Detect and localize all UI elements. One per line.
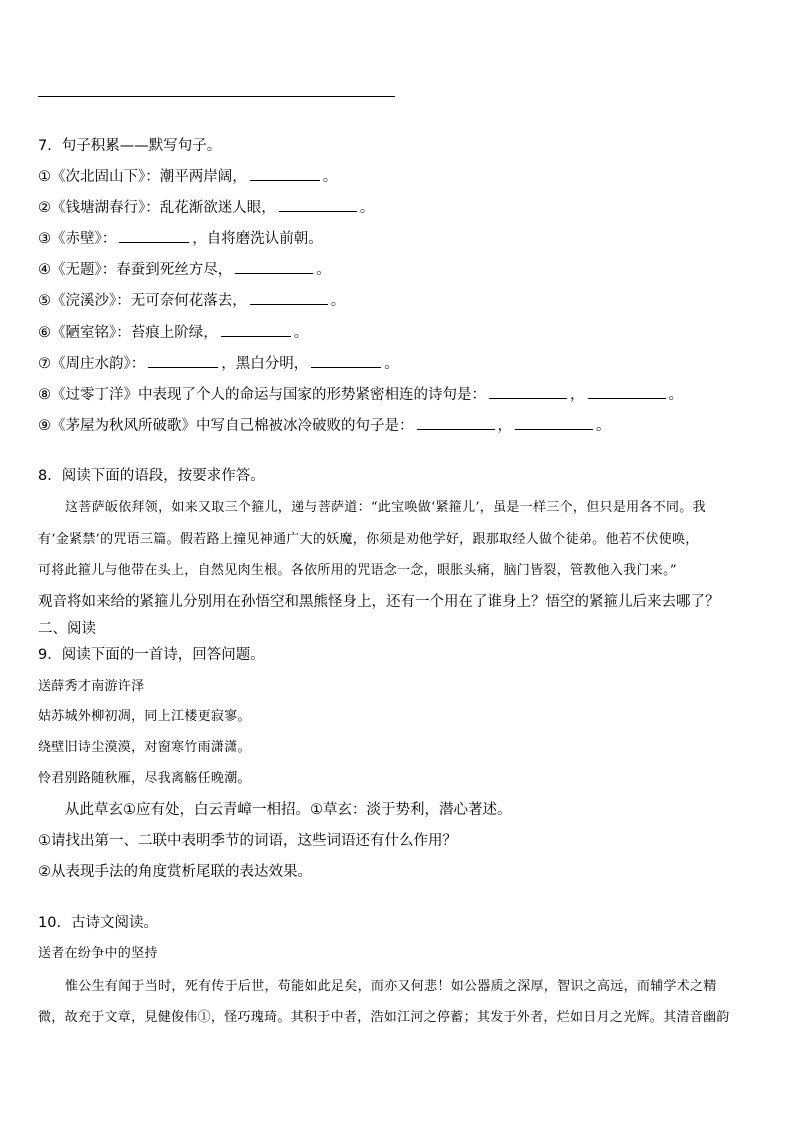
section-heading: 二、阅读 <box>38 621 96 637</box>
poem-title: 送薛秀才南游许泽 <box>38 679 145 694</box>
q7-item-3 <box>38 228 774 249</box>
q7-item-8 <box>38 384 774 405</box>
q10-title: 10．古诗文阅读。 <box>38 915 158 931</box>
q8-passage-line: 可将此箍儿与他带在头上，自然见肉生根。各依所用的咒语念一念，眼胀头痛，脑门皆裂，管教他入我门来。” <box>38 563 677 578</box>
item-text: ①《次北固山下》：潮平两岸阔， <box>38 169 247 185</box>
item-text: 。 <box>330 293 346 309</box>
item-text: ④《无题》：春蚕到死丝方尽， <box>38 262 233 278</box>
answer-blank[interactable] <box>311 353 381 368</box>
q7-item-9 <box>38 415 774 436</box>
answer-blank[interactable] <box>221 322 291 337</box>
answer-blank[interactable] <box>235 259 313 274</box>
answer-blank[interactable] <box>148 353 218 368</box>
answer-blank[interactable] <box>588 384 666 399</box>
answer-blank[interactable] <box>417 415 495 430</box>
top-rule <box>38 96 395 97</box>
item-text: ⑨《茅屋为秋风所破歌》中写自己棉被冰冷破败的句子是： <box>38 418 414 434</box>
q10-subtitle: 送者在纷争中的坚持 <box>38 946 158 961</box>
q7-item-5 <box>38 290 774 311</box>
item-text: 。 <box>596 418 611 434</box>
q7-item-7 <box>38 353 774 374</box>
item-text: ⑥《陋室铭》：苔痕上阶绿， <box>38 325 218 341</box>
q10-passage-line: 微，故充于文章，見健俊伟①，怪巧瑰琦。其积于中者，浩如江河之停蓄；其发于外者，烂如日月之光辉。其清音幽韵 <box>38 1010 730 1025</box>
item-text: ③《赤壁》： <box>38 231 117 247</box>
item-text: ②《钱塘湖春行》：乱花渐欲迷人眼， <box>38 200 276 216</box>
q8-question: 观音将如来给的紧箍儿分别用在孙悟空和黑熊怪身上，还有一个用在了谁身上？悟空的紧箍儿后来去哪了？ <box>38 594 720 610</box>
item-text: ⑦《周庄水韵》： <box>38 356 146 372</box>
poem-line: 怜君别路随秋雁，尽我离觞任晚潮。 <box>38 771 251 786</box>
poem-line: 绕壁旧诗尘漠漠，对窗寒竹雨潇潇。 <box>38 740 251 755</box>
q7-item-4 <box>38 259 774 280</box>
q10-passage-line: 惟公生有闻于当时，死有传于后世，苟能如此足矣，而亦又何悲！如公器质之深厚，智识之高远，而辅学术之精 <box>65 979 717 994</box>
q9-question-2: ②从表现手法的角度赏析尾联的表达效果。 <box>38 864 312 880</box>
q7-item-2 <box>38 197 774 218</box>
q7-item-1 <box>38 166 774 187</box>
item-text: 。 <box>359 200 375 216</box>
item-text: ⑤《浣溪沙》：无可奈何花落去， <box>38 293 247 309</box>
item-text: 。 <box>316 262 331 278</box>
item-text: 。 <box>668 387 683 403</box>
q9-title: 9．阅读下面的一首诗，回答问题。 <box>38 647 265 663</box>
poem-line: 从此草玄①应有处，白云青嶂一相招。①草玄：淡于势利，潜心著述。 <box>65 802 512 818</box>
poem-line: 姑苏城外柳初凋，同上江楼更寂寥。 <box>38 709 251 724</box>
answer-blank[interactable] <box>250 166 320 181</box>
q9-question-1: ①请找出第一、二联中表明季节的词语，这些词语还有什么作用？ <box>38 833 457 849</box>
item-text: ， <box>497 418 512 434</box>
answer-blank[interactable] <box>250 290 328 305</box>
answer-blank[interactable] <box>489 384 567 399</box>
answer-blank[interactable] <box>279 197 357 212</box>
item-text: ，自将磨洗认前朝。 <box>192 231 323 247</box>
q8-passage-line: 有‘金紧禁’的咒语三篇。假若路上撞见神通广大的妖魔，你须是劝他学好，跟那取经人做个徒弟。他若不伏使唤， <box>38 532 699 547</box>
item-text: 。 <box>384 356 399 372</box>
item-text: ，黑白分明， <box>221 356 309 372</box>
item-text: 。 <box>293 325 309 341</box>
item-text: 。 <box>322 169 338 185</box>
item-text: ， <box>570 387 585 403</box>
q8-title: 8．阅读下面的语段，按要求作答。 <box>38 468 265 484</box>
item-text: ⑧《过零丁洋》中表现了个人的命运与国家的形势紧密相连的诗句是： <box>38 387 486 403</box>
q8-passage-line: 这菩萨皈依拜领，如来又取三个箍儿，递与菩萨道：“此宝唤做‘紧箍儿’，虽是一样三个，但只是用各不同。我 <box>65 500 706 515</box>
q7-item-6 <box>38 322 774 343</box>
answer-blank[interactable] <box>119 228 189 243</box>
q7-title: 7．句子积累——默写句子。 <box>38 138 222 154</box>
answer-blank[interactable] <box>515 415 593 430</box>
